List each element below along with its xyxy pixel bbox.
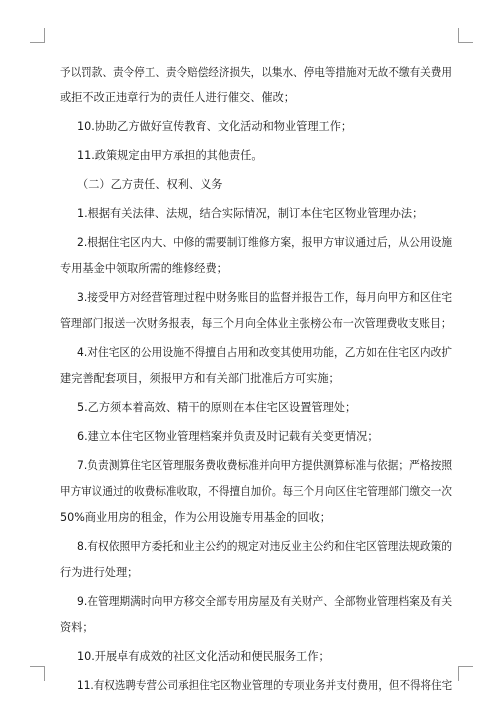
text-line: 2.根据住宅区内大、中修的需要制订维修方案，报甲方审议通过后，从公用设施: [77, 236, 453, 249]
crop-mark-bottom-right: [458, 666, 473, 681]
text-line: 8.有权依照甲方委托和业主公约的规定对违反业主公约和住宅区管理法规政策的: [77, 540, 453, 553]
text-line: 或拒不改正违章行为的责任人进行催交、催改；: [60, 91, 295, 104]
text-line: 1.根据有关法律、法规，结合实际情况，制订本住宅区物业管理办法；: [77, 207, 424, 220]
crop-mark-bottom-left: [30, 666, 45, 681]
text-line: 10.开展卓有成效的社区文化活动和便民服务工作；: [77, 650, 330, 663]
text-line: 6.建立本住宅区物业管理档案并负责及时记载有关变更情况；: [77, 430, 379, 443]
text-line: 11.政策规定由甲方承担的其他责任。: [77, 149, 263, 162]
text-line: 建完善配套项目，须报甲方和有关部门批准后方可实施；: [60, 372, 340, 385]
text-line: 10.协助乙方做好宣传教育、文化活动和物业管理工作；: [77, 120, 353, 133]
text-line: 管理部门报送一次财务报表，每三个月向全体业主张榜公布一次管理费收支账目；: [60, 317, 452, 330]
text-line: 4.对住宅区的公用设施不得擅自占用和改变其使用功能，乙方如在住宅区内改扩: [77, 346, 453, 359]
section-heading: （二）乙方责任、权利、义务: [77, 178, 223, 191]
text-line: 7.负责测算住宅区管理服务费收费标准并向甲方提供测算标准与依据；严格按照: [77, 459, 453, 472]
text-line: 行为进行处理；: [60, 566, 139, 579]
crop-mark-top-right: [458, 28, 473, 43]
text-line: 甲方审议通过的收费标准收取，不得擅自加价。每三个月向区住宅管理部门缴交一次: [60, 485, 452, 498]
text-line: 11.有权选聘专营公司承担住宅区物业管理的专项业务并支付费用，但不得将住宅: [77, 679, 453, 692]
text-line: 5.乙方须本着高效、精干的原则在本住宅区设置管理处；: [77, 401, 357, 414]
text-line: 50%商业用房的租金，作为公用设施专用基金的回收；: [60, 511, 331, 524]
crop-mark-top-left: [30, 28, 45, 43]
text-line: 9.在管理期满时向甲方移交全部专用房屋及有关财产、全部物业管理档案及有关: [77, 595, 453, 608]
text-line: 资料；: [60, 621, 94, 634]
text-line: 专用基金中领取所需的维修经费；: [60, 262, 228, 275]
text-line: 予以罚款、责令停工、责令赔偿经济损失，以集水、停电等措施对无故不缴有关费用: [60, 66, 452, 79]
text-line: 3.接受甲方对经营管理过程中财务账目的监督并报告工作，每月向甲方和区住宅: [77, 291, 453, 304]
